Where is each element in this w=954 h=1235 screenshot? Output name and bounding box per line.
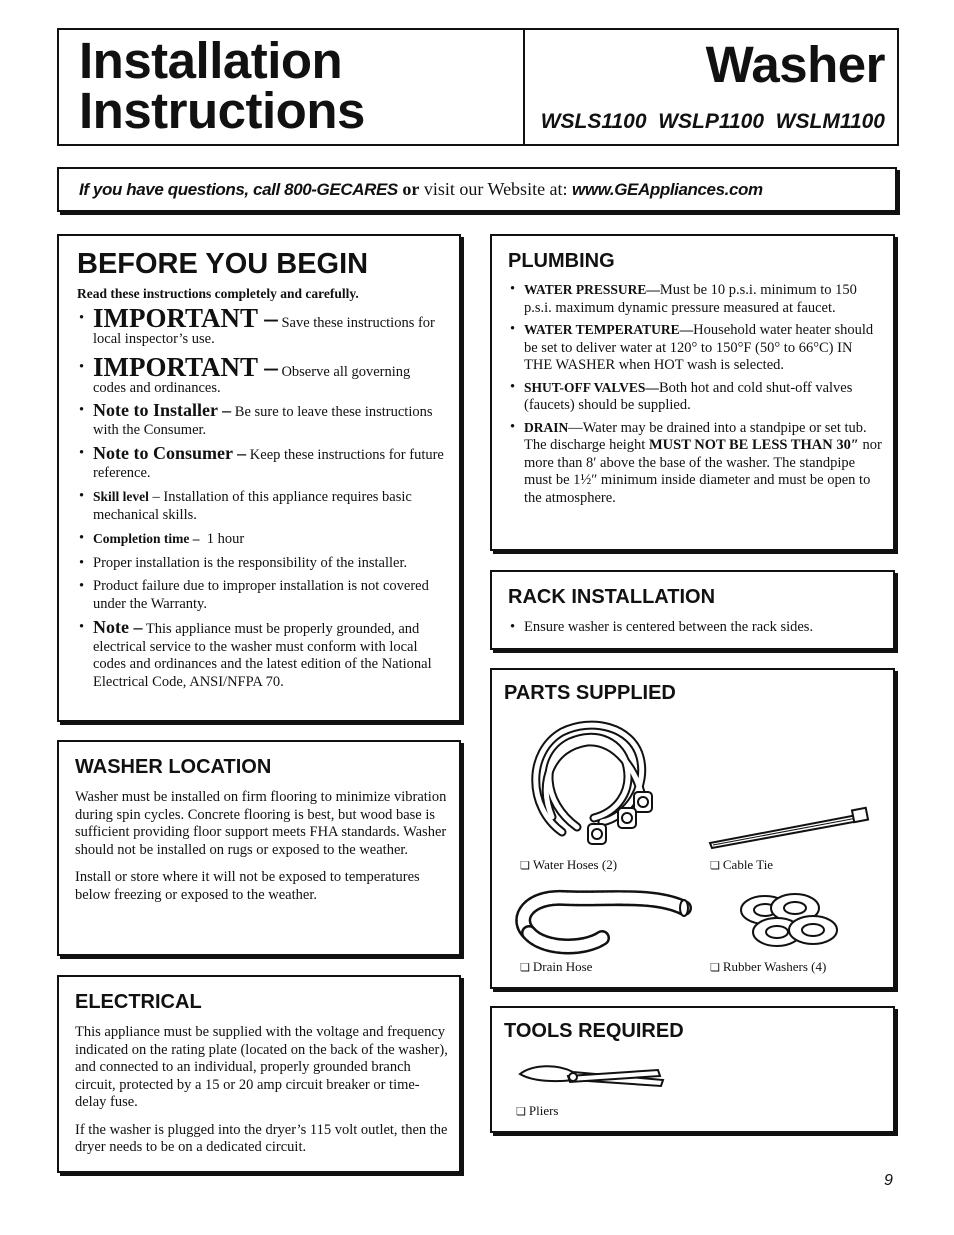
checkbox-icon[interactable]: ❏ [520,962,530,974]
contact-line [79,179,763,200]
tools-required-title: TOOLS REQUIRED [504,1020,684,1042]
item-text: Be sure to leave these instructions with the Consumer. [93,404,433,438]
washer-location-box [57,740,461,956]
water-hoses-text: Water Hoses (2) [532,857,618,872]
list-item [77,402,445,439]
parts-supplied-title: PARTS SUPPLIED [504,682,676,704]
item-text: Proper installation is the responsibility of the installer. [93,554,408,571]
tools-required-box [490,1006,895,1133]
washer-location-p1: Washer must be installed on firm flooring to minimize vibration during spin cycles. Concrete flooring is best, but wood base is sufficient providing floor support meets FHA standards. Washer should not be installed on rugs or exposed to the weather. [75,789,447,858]
cable-tie-image [707,805,882,850]
list-item [508,619,883,637]
header-divider [523,30,525,144]
electrical-box [57,975,461,1173]
item-text: Household water heater should be set to deliver water at 120° to 150°F (50° to 66°C) IN THE WASHER when HOT wash is selected. [524,322,874,373]
item-text: nor more than 8′ above the base of the washer. The standpipe must be 1½″ minimum inside diameter and must be open to the atmosphere. [524,437,882,506]
item-text: Ensure washer is centered between the rack sides. [524,619,814,635]
list-item [77,619,445,691]
item-lead: Note to Installer – [93,400,232,420]
contact-questions: If you have questions, call 800-GECARES [79,180,398,199]
item-bold: MUST NOT BE LESS THAN 30″ [648,437,859,453]
list-item [77,555,445,573]
item-lead: SHUT-OFF VALVES— [524,379,659,395]
plumbing-list [508,281,883,507]
item-text: Both hot and cold shut-off valves (faucets) should be supplied. [524,379,853,413]
drain-hose-image [514,888,694,958]
item-text: Keep these instructions for future reference. [93,447,444,481]
item-text: Product failure due to improper installation is not covered under the Warranty. [93,578,429,612]
model-numbers: WSLS1100 WSLP1100 WSLM1100 [540,110,885,133]
item-lead: WATER TEMPERATURE— [524,322,694,337]
washer-location-title: WASHER LOCATION [75,756,272,778]
electrical-p2: If the washer is plugged into the dryer’s 115 volt outlet, then the dryer needs to be on a dedicated circuit. [75,1121,448,1155]
checkbox-icon[interactable]: ❏ [516,1106,526,1118]
washer-location-p2: Install or store where it will not be exposed to temperatures below freezing or exposed to the weather. [75,869,420,903]
website-link[interactable]: www.GEAppliances.com [572,180,763,199]
before-you-begin-box [57,234,461,722]
rack-installation-box [490,570,895,650]
drain-hose-text: Drain Hose [532,959,593,974]
item-lead: Skill level [93,489,149,504]
electrical-p1: This appliance must be supplied with the voltage and frequency indicated on the rating plate (located on the back of the washer), and connected to an individual, properly grounded branch circuit, protected by a 15 or 20 amp circuit breaker or time-delay fuse. [75,1024,448,1110]
checkbox-icon[interactable]: ❏ [520,860,530,872]
list-item [77,303,445,347]
item-lead: Completion time – [93,531,200,546]
pliers-text: Pliers [528,1103,559,1118]
water-hoses-label [520,857,617,873]
plumbing-title: PLUMBING [508,250,615,272]
page-title-line1: Installation [79,32,343,89]
before-list [77,303,445,691]
rack-installation-title: RACK INSTALLATION [508,586,716,608]
plumbing-box [490,234,895,551]
before-intro: Read these instructions completely and carefully. [77,286,359,301]
list-item [508,419,883,508]
page-title [79,32,365,139]
pliers-label [516,1103,559,1119]
page-number: 9 [884,1172,893,1189]
list-item [77,530,445,549]
item-lead: Note – [93,617,143,637]
item-lead: IMPORTANT – [93,303,278,333]
rubber-washers-label [710,959,826,975]
contact-or: or [402,179,420,199]
list-item [77,352,445,396]
rubber-washers-text: Rubber Washers (4) [722,959,827,974]
water-hoses-image [522,712,672,852]
product-name: Washer [705,36,885,93]
item-text: Must be 10 p.s.i. minimum to 150 p.s.i. maximum dynamic pressure measured at faucet. [524,282,857,316]
rubber-washers-image [737,888,847,953]
list-item [508,281,883,317]
page-title-line2: Instructions [79,82,365,139]
header-box [57,28,899,146]
list-item [77,445,445,482]
drain-hose-label [520,959,592,975]
electrical-title: ELECTRICAL [75,991,202,1013]
item-text: Save these instructions for local inspector’s use. [93,315,435,347]
pliers-image [518,1060,668,1095]
item-lead: Note to Consumer – [93,443,247,463]
list-item [77,488,445,524]
contact-visit: visit our Website at: [423,179,568,199]
item-text: Observe all governing codes and ordinances. [93,364,411,396]
list-item [77,578,445,613]
rack-list [508,619,883,637]
checkbox-icon[interactable]: ❏ [710,860,720,872]
item-text: —Water may be drained into a standpipe or set tub. The discharge height [524,419,867,453]
parts-supplied-box [490,668,895,989]
item-text: This appliance must be properly grounded, and electrical service to the washer must conform with local codes and ordinances and the latest edition of the National Electrical Code, ANSI/NFPA 70. [93,621,432,690]
list-item [508,321,883,375]
checkbox-icon[interactable]: ❏ [710,962,720,974]
cable-tie-text: Cable Tie [722,857,774,872]
item-text: – Installation of this appliance requires basic mechanical skills. [93,489,412,523]
cable-tie-label [710,857,773,873]
item-text: 1 hour [206,531,245,547]
contact-bar [57,167,897,212]
item-lead: DRAIN [524,419,569,435]
list-item [508,379,883,415]
item-lead: IMPORTANT – [93,352,278,382]
before-you-begin-title: BEFORE YOU BEGIN [77,248,369,280]
item-lead: WATER PRESSURE— [524,282,660,297]
